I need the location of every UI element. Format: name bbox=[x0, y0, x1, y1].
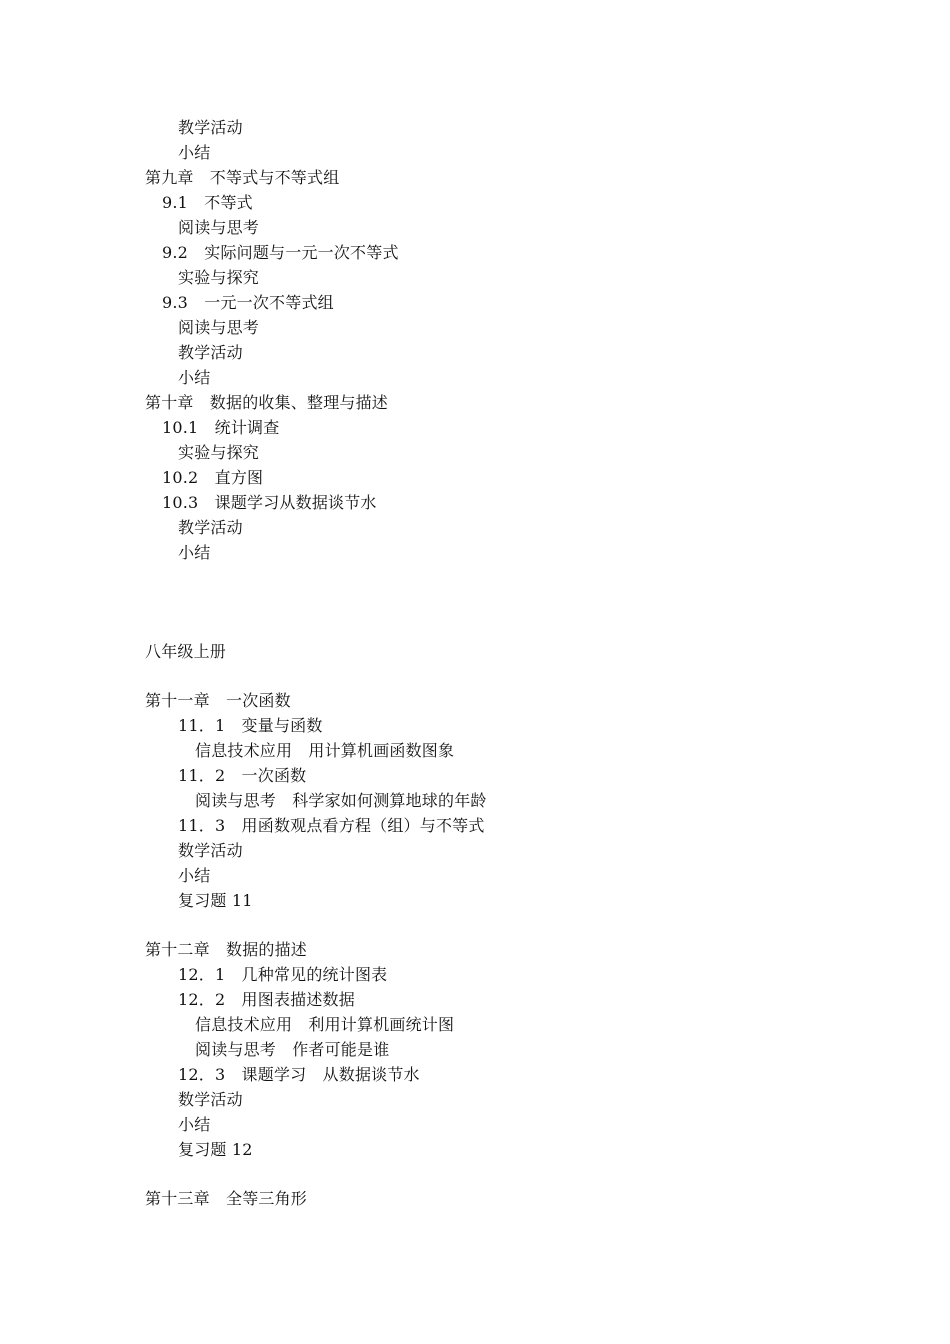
section-heading: 10.3 课题学习从数据谈节水 bbox=[162, 493, 377, 512]
section-heading: 11．1 变量与函数 bbox=[178, 716, 323, 735]
chapter-heading: 第九章 不等式与不等式组 bbox=[145, 168, 340, 187]
volume-heading: 八年级上册 bbox=[145, 642, 227, 661]
toc-item: 复习题 11 bbox=[178, 891, 253, 910]
toc-item: 数学活动 bbox=[178, 1090, 243, 1109]
section-heading: 12．3 课题学习 从数据谈节水 bbox=[178, 1065, 420, 1084]
toc-item: 实验与探究 bbox=[178, 443, 260, 462]
section-heading: 10.1 统计调查 bbox=[162, 418, 280, 437]
toc-item: 阅读与思考 科学家如何测算地球的年龄 bbox=[195, 791, 487, 810]
chapter-heading: 第十一章 一次函数 bbox=[145, 691, 291, 710]
chapter-heading: 第十章 数据的收集、整理与描述 bbox=[145, 393, 389, 412]
toc-item: 小结 bbox=[178, 143, 211, 162]
section-heading: 11．3 用函数观点看方程（组）与不等式 bbox=[178, 816, 485, 835]
chapter-heading: 第十三章 全等三角形 bbox=[145, 1189, 308, 1208]
toc-item: 实验与探究 bbox=[178, 268, 260, 287]
toc-item: 复习题 12 bbox=[178, 1140, 253, 1159]
chapter-heading: 第十二章 数据的描述 bbox=[145, 940, 308, 959]
toc-item: 小结 bbox=[178, 1115, 211, 1134]
toc-item: 信息技术应用 用计算机画函数图象 bbox=[195, 741, 455, 760]
toc-item: 小结 bbox=[178, 543, 211, 562]
toc-item: 教学活动 bbox=[178, 343, 243, 362]
toc-item: 阅读与思考 bbox=[178, 218, 260, 237]
section-heading: 9.3 一元一次不等式组 bbox=[162, 293, 334, 312]
section-heading: 11．2 一次函数 bbox=[178, 766, 307, 785]
toc-item: 教学活动 bbox=[178, 518, 243, 537]
section-heading: 10.2 直方图 bbox=[162, 468, 264, 487]
toc-item: 信息技术应用 利用计算机画统计图 bbox=[195, 1015, 455, 1034]
toc-item: 小结 bbox=[178, 866, 211, 885]
toc-item: 数学活动 bbox=[178, 841, 243, 860]
toc-item: 小结 bbox=[178, 368, 211, 387]
section-heading: 12．1 几种常见的统计图表 bbox=[178, 965, 388, 984]
section-heading: 9.1 不等式 bbox=[162, 193, 253, 212]
section-heading: 12．2 用图表描述数据 bbox=[178, 990, 355, 1009]
section-heading: 9.2 实际问题与一元一次不等式 bbox=[162, 243, 399, 262]
toc-item: 教学活动 bbox=[178, 118, 243, 137]
toc-item: 阅读与思考 bbox=[178, 318, 260, 337]
toc-item: 阅读与思考 作者可能是谁 bbox=[195, 1040, 390, 1059]
